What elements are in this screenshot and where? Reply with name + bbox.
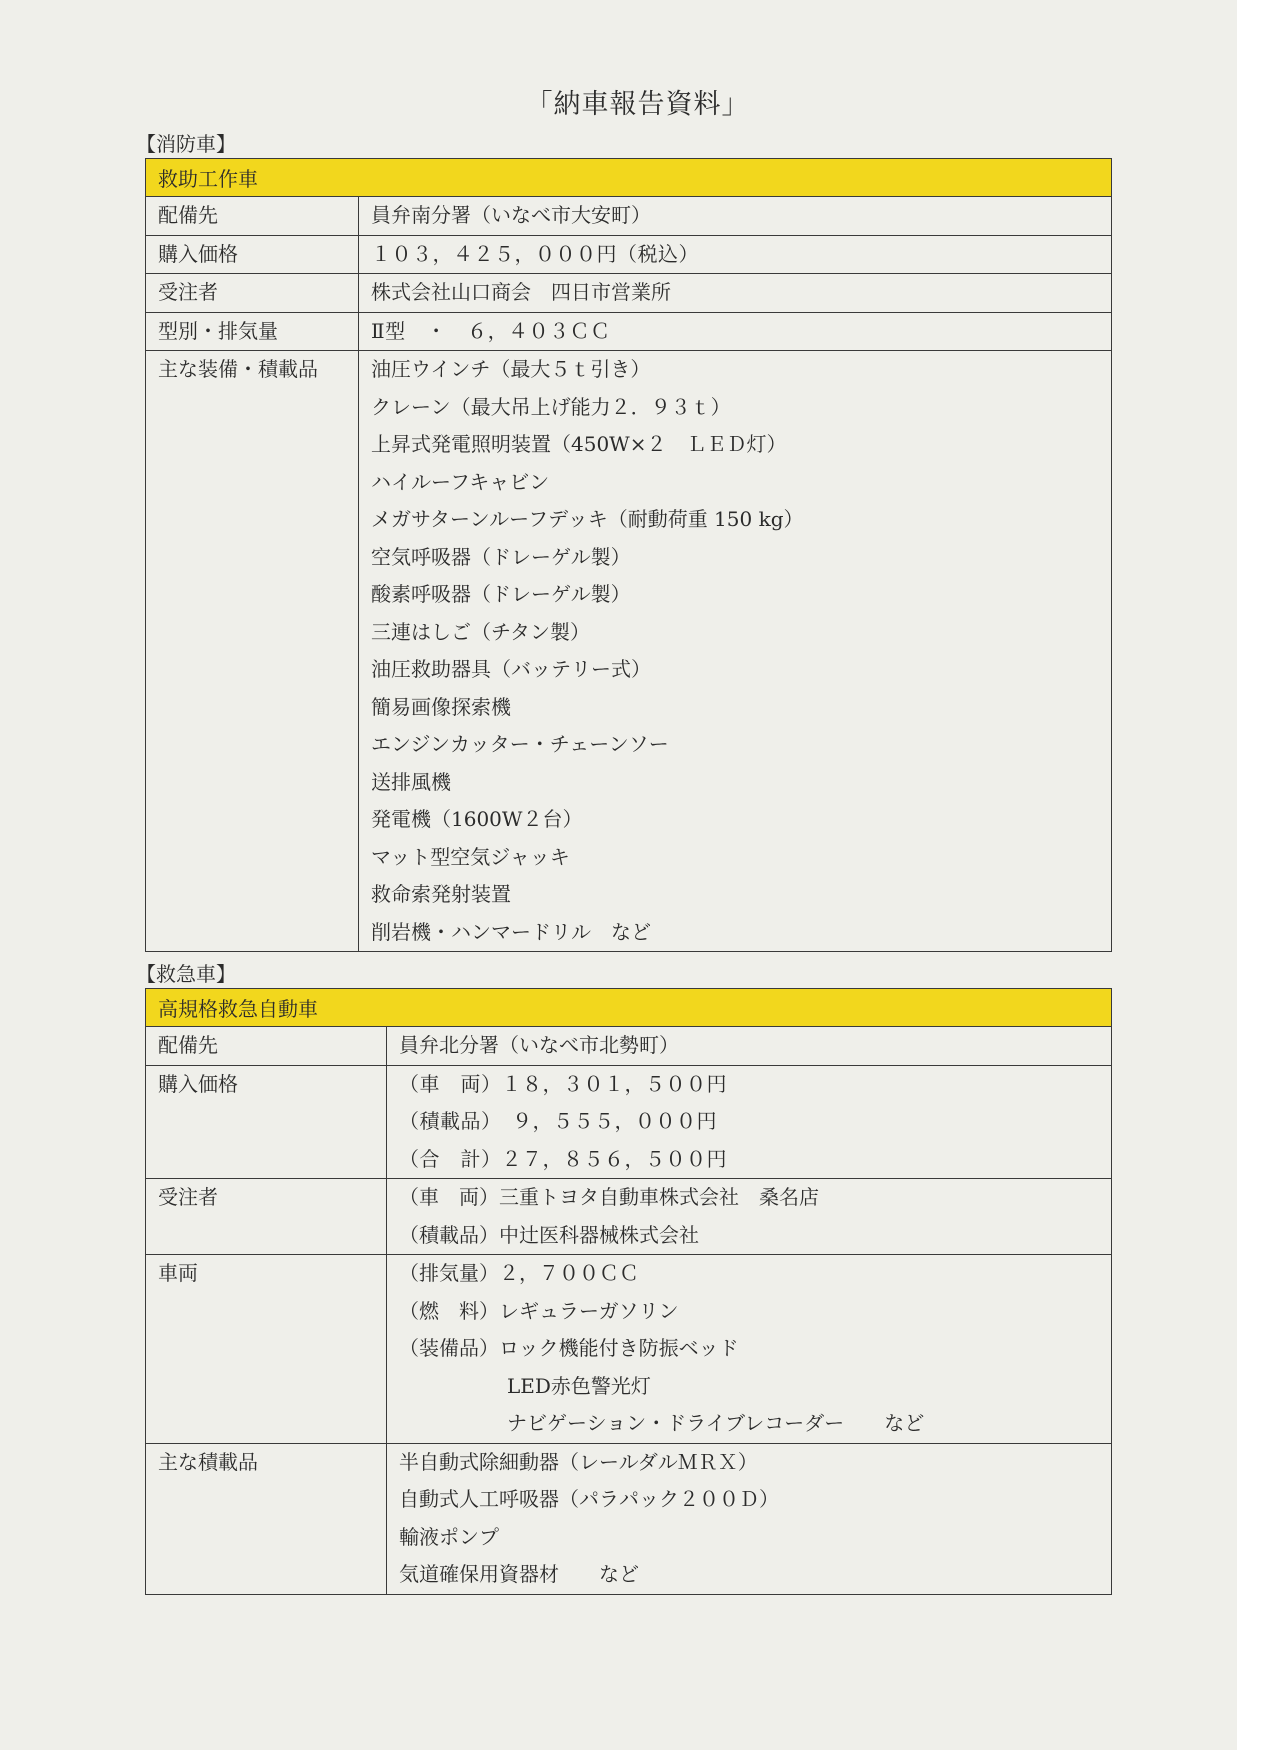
- list-item: （燃 料）レギュラーガソリン: [399, 1298, 679, 1323]
- list-item: 救命索発射装置: [371, 882, 511, 906]
- table-row: [146, 1443, 1112, 1594]
- list-item: マット型空気ジャッキ: [371, 844, 570, 869]
- table-row: [146, 1027, 1112, 1066]
- list-item: （積載品）中辻医科器械株式会社: [399, 1222, 699, 1247]
- row-value: [387, 1065, 1112, 1179]
- ambulance-table-header-row: [146, 989, 1112, 1027]
- page-title: 「納車報告資料」: [525, 89, 750, 120]
- list-item: 空気呼吸器（ドレーゲル製）: [371, 544, 631, 569]
- list-item: 上昇式発電照明装置（450W×２ ＬＥＤ灯）: [371, 432, 787, 456]
- list-item: （車 両）三重トヨタ自動車株式会社 桑名店: [399, 1185, 819, 1209]
- fire-table-header: 救助工作車: [146, 159, 1112, 197]
- row-value: [387, 1443, 1112, 1594]
- section-label-ambulance: 【救急車】: [136, 962, 236, 986]
- row-value: Ⅱ型 ・ ６，４０３ＣＣ: [359, 312, 1112, 351]
- row-value: １０３，４２５，０００円（税込）: [359, 235, 1112, 274]
- row-label: 主な装備・積載品: [146, 351, 359, 952]
- list-item: 半自動式除細動器（レールダルＭＲＸ）: [399, 1449, 758, 1474]
- list-item: 油圧救助器具（バッテリー式）: [371, 657, 651, 681]
- row-label: 受注者: [146, 1179, 387, 1255]
- list-item: 削岩機・ハンマードリル など: [371, 919, 651, 944]
- list-item: 送排風機: [371, 769, 451, 794]
- list-item: （排気量）２，７００ＣＣ: [399, 1261, 639, 1285]
- table-row: [146, 1179, 1112, 1255]
- list-item: （合 計）２７，８５６，５００円: [399, 1146, 727, 1171]
- list-item: ナビゲーション・ドライブレコーダー など: [507, 1411, 925, 1435]
- list-item: 酸素呼吸器（ドレーゲル製）: [371, 582, 631, 606]
- table-row: [146, 274, 1112, 313]
- ambulance-table: [145, 988, 1112, 1595]
- list-item: クレーン（最大吊上げ能力２．９３ｔ）: [371, 394, 731, 419]
- list-item: 油圧ウインチ（最大５ｔ引き）: [371, 357, 651, 381]
- row-label: 購入価格: [146, 235, 359, 274]
- table-row: [146, 312, 1112, 351]
- list-item: 気道確保用資器材 など: [399, 1562, 639, 1586]
- row-label: 車両: [146, 1255, 387, 1444]
- row-label: 受注者: [146, 274, 359, 313]
- list-item: エンジンカッター・チェーンソー: [371, 732, 669, 756]
- list-item: 輸液ポンプ: [399, 1524, 499, 1549]
- ambulance-table-header: 高規格救急自動車: [146, 989, 1112, 1027]
- list-item: 三連はしご（チタン製）: [371, 619, 590, 644]
- row-value: 員弁北分署（いなべ市北勢町）: [387, 1027, 1112, 1066]
- row-value: [387, 1179, 1112, 1255]
- row-value: [387, 1255, 1112, 1444]
- table-row: [146, 1255, 1112, 1444]
- row-label: 主な積載品: [146, 1443, 387, 1594]
- table-row: [146, 197, 1112, 236]
- list-item: 発電機（1600W２台）: [371, 807, 583, 831]
- list-item: LED赤色警光灯: [507, 1373, 651, 1398]
- list-item: （装備品）ロック機能付き防振ベッド: [399, 1336, 739, 1360]
- section-label-fire: 【消防車】: [136, 132, 236, 156]
- row-value: [359, 351, 1112, 952]
- row-label: 配備先: [146, 197, 359, 236]
- fire-table-header-row: [146, 159, 1112, 197]
- row-value: 株式会社山口商会 四日市営業所: [359, 274, 1112, 313]
- table-row: [146, 235, 1112, 274]
- fire-table: [145, 158, 1112, 952]
- row-label: 配備先: [146, 1027, 387, 1066]
- list-item: （積載品） ９，５５５，０００円: [399, 1109, 717, 1133]
- table-row: [146, 351, 1112, 952]
- list-item: （車 両）１８，３０１，５００円: [399, 1071, 727, 1096]
- list-item: メガサターンルーフデッキ（耐動荷重 150 kg）: [371, 507, 804, 531]
- list-item: 自動式人工呼吸器（パラパック２００Ｄ）: [399, 1487, 779, 1511]
- list-item: 簡易画像探索機: [371, 694, 511, 719]
- list-item: ハイルーフキャビン: [371, 469, 550, 494]
- table-row: [146, 1065, 1112, 1179]
- row-label: 型別・排気量: [146, 312, 359, 351]
- row-value: 員弁南分署（いなべ市大安町）: [359, 197, 1112, 236]
- row-label: 購入価格: [146, 1065, 387, 1179]
